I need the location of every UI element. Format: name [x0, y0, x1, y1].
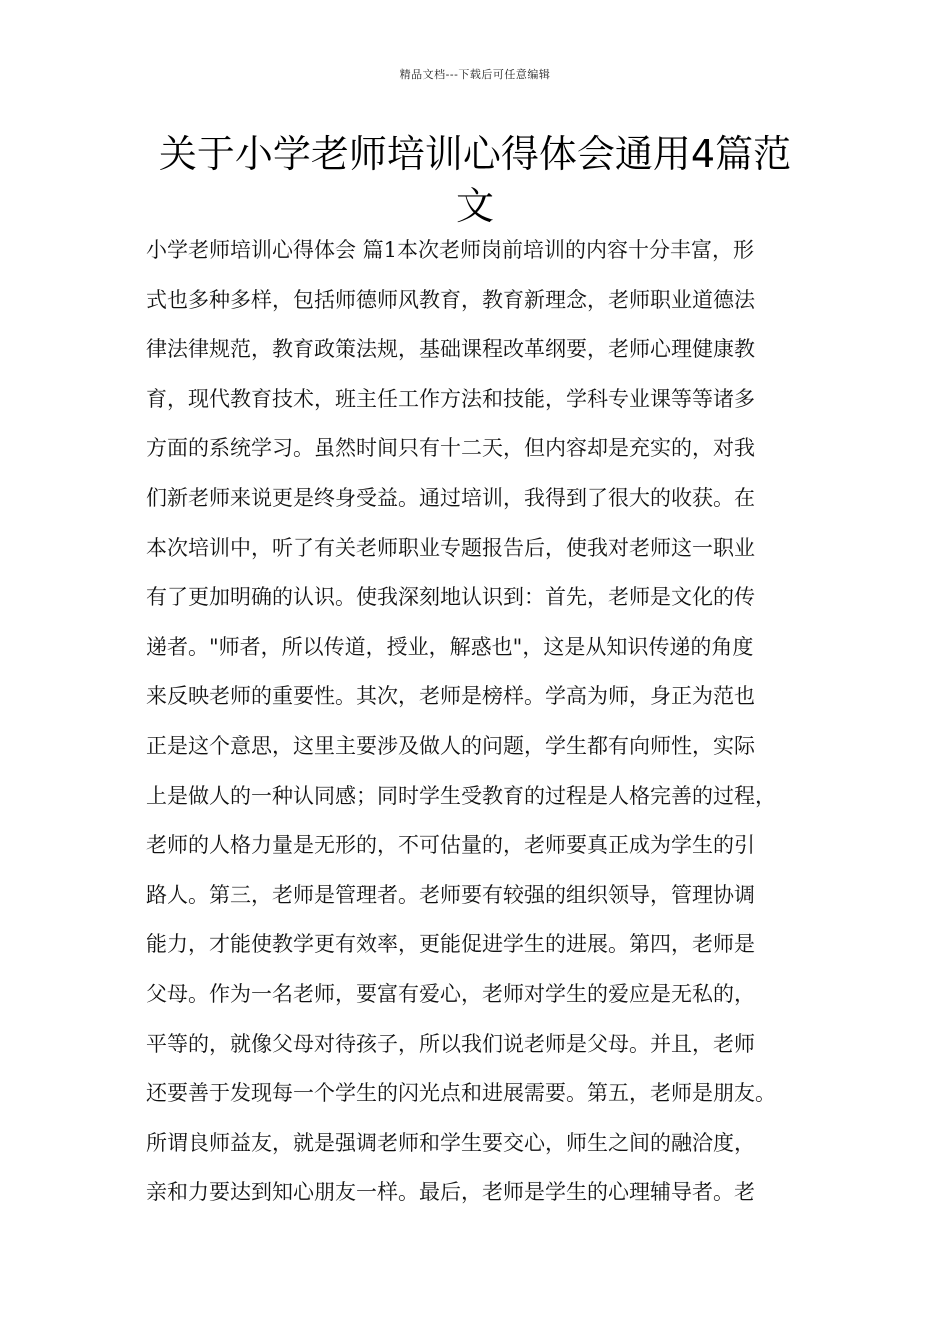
page-header-note: 精品文档---下载后可任意编辑 [399, 68, 551, 81]
title-line: 文 [455, 184, 494, 228]
body-paragraph [146, 226, 826, 1218]
paragraph-line: 还要善于发现每一个学生的闪光点和进展需要。第五，老师是朋友。 [146, 1081, 776, 1106]
paragraph-line: 父母。作为一名老师，要富有爱心，老师对学生的爱应是无私的， [146, 981, 755, 1006]
paragraph-line: 们新老师来说更是终身受益。通过培训，我得到了很大的收获。在 [146, 485, 755, 510]
paragraph-line: 小学老师培训心得体会 篇1本次老师岗前培训的内容十分丰富，形 [146, 238, 755, 262]
paragraph-line: 律法律规范，教育政策法规，基础课程改革纲要，老师心理健康教 [146, 337, 755, 362]
paragraph-line: 平等的，就像父母对待孩子，所以我们说老师是父母。并且，老师 [146, 1031, 755, 1056]
title-line: 关于小学老师培训心得体会通用4篇范 [158, 132, 792, 176]
paragraph-line: 上是做人的一种认同感；同时学生受教育的过程是人格完善的过程， [146, 783, 776, 808]
paragraph-line: 老师的人格力量是无形的，不可估量的，老师要真正成为学生的引 [146, 833, 755, 858]
paragraph-line: 本次培训中，听了有关老师职业专题报告后，使我对老师这一职业 [146, 535, 755, 560]
paragraph-line: 有了更加明确的认识。使我深刻地认识到：首先，老师是文化的传 [146, 585, 755, 610]
paragraph-line: 所谓良师益友，就是强调老师和学生要交心，师生之间的融洽度， [146, 1130, 755, 1155]
paragraph-line: 递者。"师者，所以传道，授业，解惑也"，这是从知识传递的角度 [146, 634, 754, 659]
paragraph-line: 式也多种多样，包括师德师风教育，教育新理念，老师职业道德法 [146, 287, 755, 312]
paragraph-line: 方面的系统学习。虽然时间只有十二天，但内容却是充实的，对我 [146, 436, 755, 461]
paragraph-line: 育，现代教育技术，班主任工作方法和技能，学科专业课等等诸多 [146, 386, 755, 411]
paragraph-line: 亲和力要达到知心朋友一样。最后，老师是学生的心理辅导者。老 [146, 1180, 755, 1205]
paragraph-line: 能力，才能使教学更有效率，更能促进学生的进展。第四，老师是 [146, 932, 755, 957]
paragraph-line: 正是这个意思，这里主要涉及做人的问题，学生都有向师性，实际 [146, 733, 755, 758]
document-title [120, 128, 830, 232]
paragraph-line: 来反映老师的重要性。其次，老师是榜样。学高为师，身正为范也 [146, 684, 755, 709]
paragraph-line: 路人。第三，老师是管理者。老师要有较强的组织领导，管理协调 [146, 882, 755, 907]
